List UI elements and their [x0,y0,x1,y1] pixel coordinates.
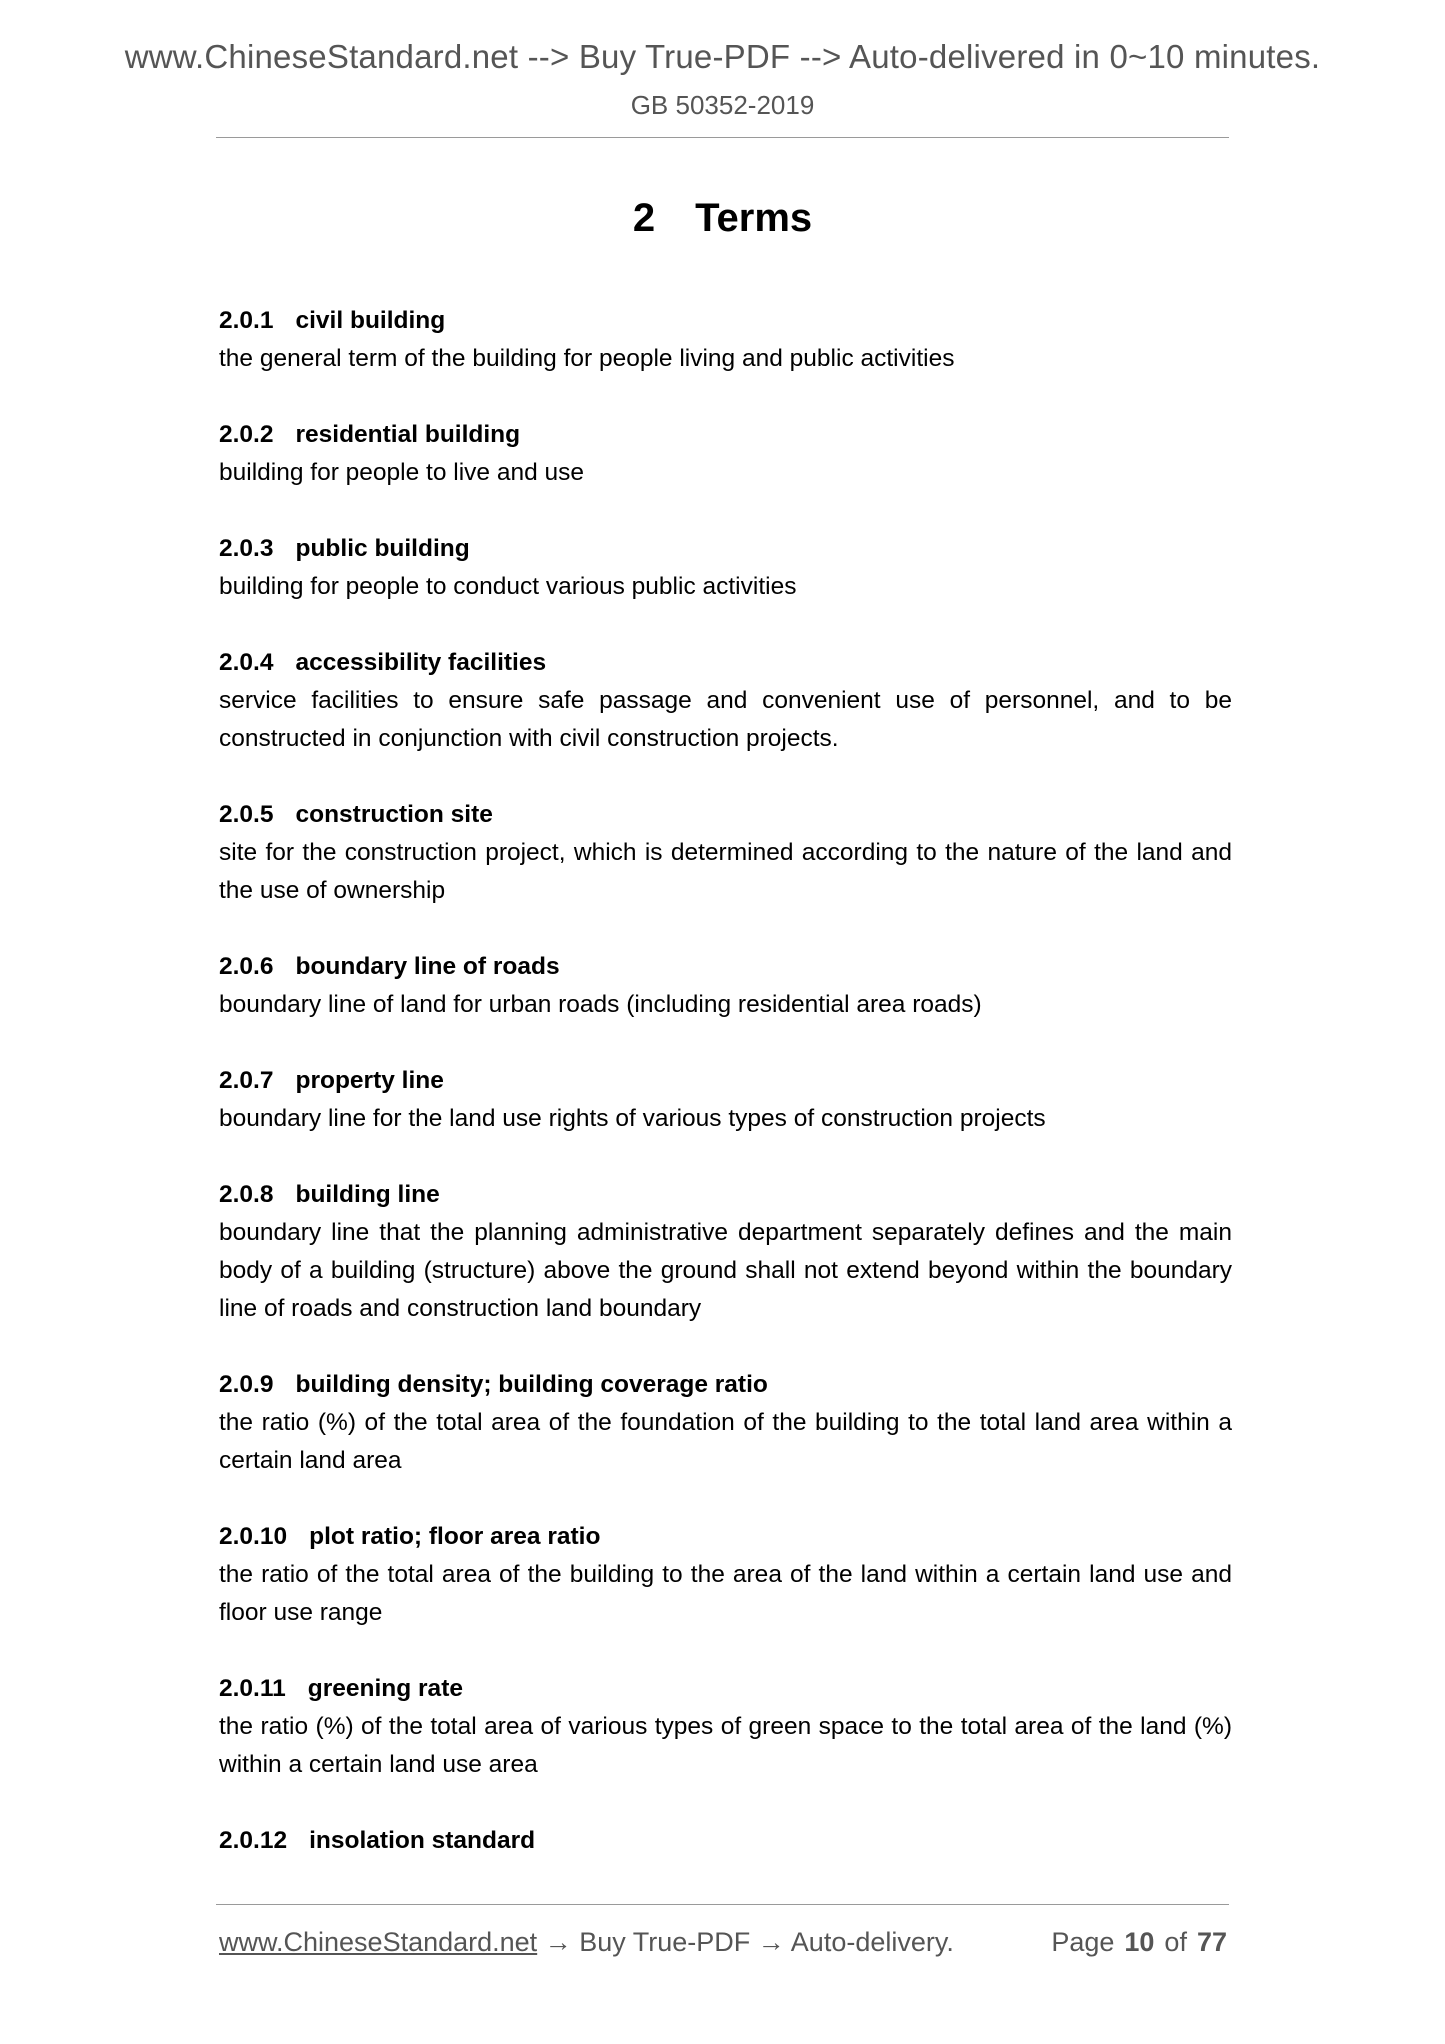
term-item [219,1822,1232,1860]
term-item [219,1366,1232,1480]
term-item [219,1518,1232,1632]
term-heading [219,1822,1232,1860]
term-name: plot ratio; floor area ratio [309,1523,601,1550]
arrow-right-icon: → [544,1927,572,1957]
term-number: 2.0.7 [219,1067,274,1094]
term-number: 2.0.6 [219,953,274,980]
term-name: construction site [295,801,493,828]
term-name: residential building [295,421,521,448]
footer-promo [219,1924,954,1960]
term-definition: the ratio (%) of the total area of various types of green space to the total area of the land (%) within a certain land use area [219,1713,1232,1778]
header-divider [216,137,1229,138]
terms-list [219,302,1232,1898]
chapter-title [0,196,1445,241]
page-current: 10 [1124,1927,1155,1957]
top-banner: www.ChineseStandard.net --> Buy True-PDF --> Auto-delivered in 0~10 minutes. [124,38,1321,75]
term-heading [219,644,1232,682]
term-number: 2.0.11 [219,1675,286,1702]
term-name: building line [295,1181,440,1208]
term-number: 2.0.2 [219,421,274,448]
term-definition: boundary line of land for urban roads (including residential area roads) [219,991,982,1018]
term-heading [219,302,1232,340]
term-number: 2.0.4 [219,649,274,676]
term-definition: building for people to conduct various public activities [219,573,797,600]
term-number: 2.0.3 [219,535,274,562]
standard-number: GB 50352-2019 [630,90,815,120]
term-heading [219,1062,1232,1100]
term-item [219,1670,1232,1784]
page-indicator [1051,1924,1227,1960]
chapter-name: Terms [695,196,813,240]
term-item [219,302,1232,378]
page-label: Page [1051,1927,1115,1957]
term-heading [219,530,1232,568]
term-name: property line [295,1067,444,1094]
footer-divider [216,1904,1229,1905]
page-footer [219,1924,1227,1960]
arrow-right-icon: → [757,1927,785,1957]
term-heading [219,948,1232,986]
page-total: 77 [1196,1927,1227,1957]
footer-delivery-text: Auto-delivery. [790,1927,954,1957]
term-number: 2.0.9 [219,1371,274,1398]
term-name: insolation standard [309,1827,536,1854]
term-name: public building [295,535,470,562]
term-number: 2.0.10 [219,1523,288,1550]
footer-site-link[interactable]: www.ChineseStandard.net [219,1927,538,1957]
term-definition: the general term of the building for people living and public activities [219,345,955,372]
term-number: 2.0.5 [219,801,274,828]
term-name: boundary line of roads [295,953,560,980]
term-name: civil building [295,307,446,334]
term-number: 2.0.8 [219,1181,274,1208]
of-label: of [1164,1927,1187,1957]
footer-buy-text: Buy True-PDF [579,1927,751,1957]
term-heading [219,1176,1232,1214]
chapter-number: 2 [632,196,656,240]
term-item [219,1176,1232,1328]
term-heading [219,416,1232,454]
term-heading [219,1518,1232,1556]
term-name: greening rate [307,1675,463,1702]
term-name: accessibility facilities [295,649,547,676]
term-definition: boundary line for the land use rights of various types of construction projects [219,1105,1046,1132]
term-definition: boundary line that the planning administrative department separately defines and the main body of a building (structure) above the ground shall not extend beyond within the boundary line of roads and construction land boundary [219,1219,1232,1322]
term-item [219,530,1232,606]
term-definition: service facilities to ensure safe passage and convenient use of personnel, and to be constructed in conjunction with civil construction projects. [219,687,1232,752]
term-definition: the ratio of the total area of the building to the area of the land within a certain land use and floor use range [219,1561,1232,1626]
term-item [219,416,1232,492]
term-heading [219,796,1232,834]
term-item [219,796,1232,910]
term-heading [219,1366,1232,1404]
term-definition: the ratio (%) of the total area of the foundation of the building to the total land area within a certain land area [219,1409,1232,1474]
term-item [219,644,1232,758]
term-item [219,1062,1232,1138]
term-item [219,948,1232,1024]
term-definition: site for the construction project, which is determined according to the nature of the land and the use of ownership [219,839,1232,904]
term-name: building density; building coverage ratio [295,1371,768,1398]
term-number: 2.0.1 [219,307,274,334]
term-number: 2.0.12 [219,1827,288,1854]
term-heading [219,1670,1232,1708]
term-definition: building for people to live and use [219,459,585,486]
